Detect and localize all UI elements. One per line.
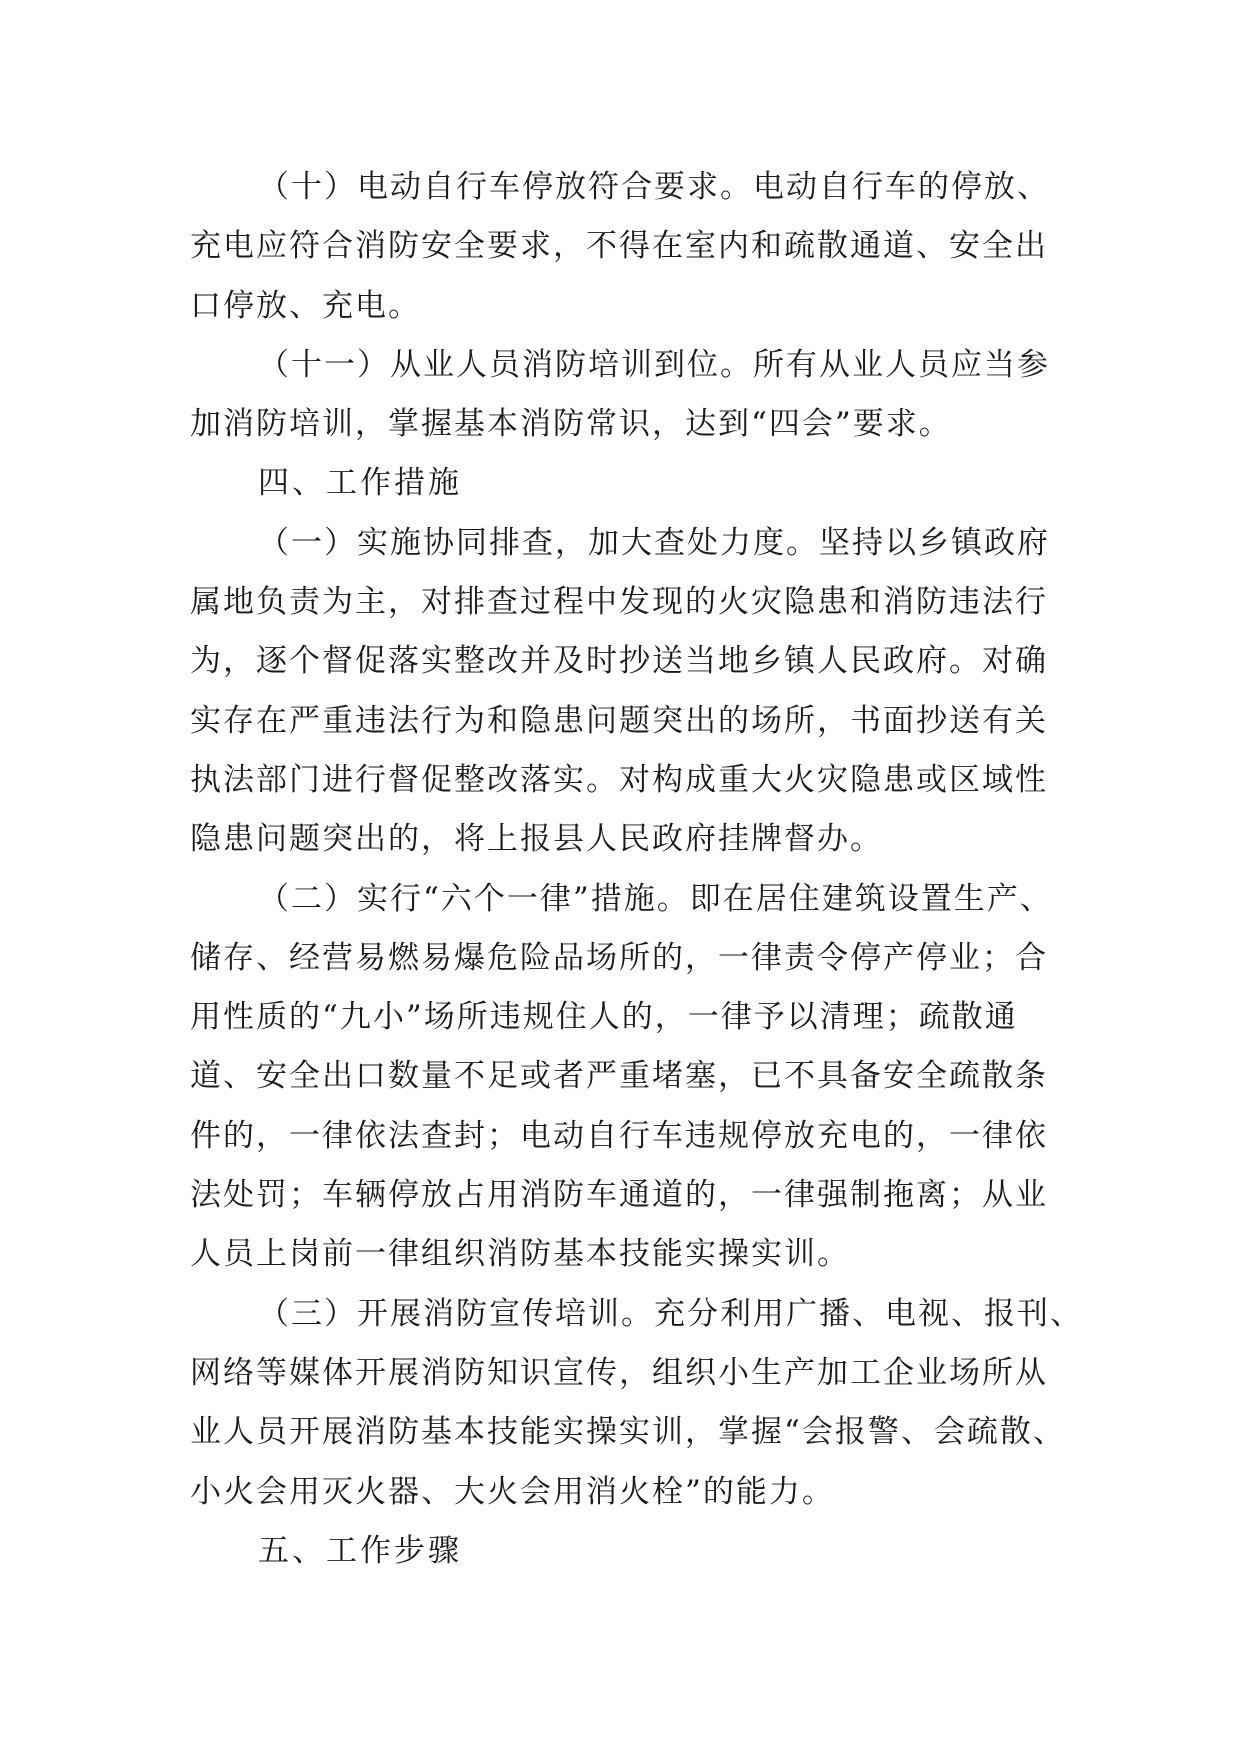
text-line: 执法部门进行督促整改落实。对构成重大火灾隐患或区域性 [190, 761, 1048, 798]
text-line: 口停放、充电。 [190, 287, 421, 324]
text-line: 属地负责为主，对排查过程中发现的火灾隐患和消防违法行 [190, 584, 1048, 621]
section-heading [190, 454, 1065, 513]
text-line: 四、工作措施 [258, 465, 462, 502]
text-line: 用性质的“九小”场所违规住人的，一律予以清理；疏散通 [190, 999, 1018, 1036]
text-line: 道、安全出口数量不足或者严重堵塞，已不具备安全疏散条 [190, 1058, 1048, 1095]
text-line: 隐患问题突出的，将上报县人民政府挂牌督办。 [190, 821, 883, 858]
text-line: 为，逐个督促落实整改并及时抄送当地乡镇人民政府。对确 [190, 643, 1048, 680]
text-line: 实存在严重违法行为和隐患问题突出的场所，书面抄送有关 [190, 702, 1048, 739]
text-line: 五、工作步骤 [258, 1532, 462, 1569]
body-paragraph [190, 870, 1065, 1285]
document-page [190, 158, 1083, 1581]
text-line: 小火会用灭火器、大火会用消火栓”的能力。 [190, 1473, 835, 1510]
text-line: 网络等媒体开展消防知识宣传，组织小生产加工企业场所从 [190, 1354, 1048, 1391]
text-line: 件的，一律依法查封；电动自行车违规停放充电的，一律依 [190, 1117, 1048, 1154]
text-line: （三）开展消防宣传培训。充分利用广播、电视、报刊、 [258, 1295, 1083, 1332]
text-line: 人员上岗前一律组织消防基本技能实操实训。 [190, 1236, 850, 1273]
text-line: （十）电动自行车停放符合要求。电动自行车的停放、 [258, 169, 1050, 205]
text-line: （一）实施协同排查，加大查处力度。坚持以乡镇政府 [258, 524, 1050, 561]
text-line: 储存、经营易燃易爆危险品场所的，一律责令停产停业；合 [190, 939, 1048, 976]
section-heading [190, 1522, 1065, 1581]
body-paragraph [190, 1285, 1083, 1522]
body-paragraph [190, 514, 1065, 870]
text-line: （十一）从业人员消防培训到位。所有从业人员应当参 [258, 346, 1050, 383]
text-line: （二）实行“六个一律”措施。即在居住建筑设置生产、 [258, 880, 1053, 917]
text-line: 充电应符合消防安全要求，不得在室内和疏散通道、安全出 [190, 228, 1048, 265]
body-paragraph [190, 158, 1065, 336]
text-line: 法处罚；车辆停放占用消防车通道的，一律强制拖离；从业 [190, 1177, 1048, 1214]
body-paragraph [190, 336, 1065, 455]
text-line: 业人员开展消防基本技能实操实训，掌握“会报警、会疏散、 [190, 1414, 1066, 1451]
document-body [190, 158, 1083, 1581]
text-line: 加消防培训，掌握基本消防常识，达到“四会”要求。 [190, 406, 952, 443]
